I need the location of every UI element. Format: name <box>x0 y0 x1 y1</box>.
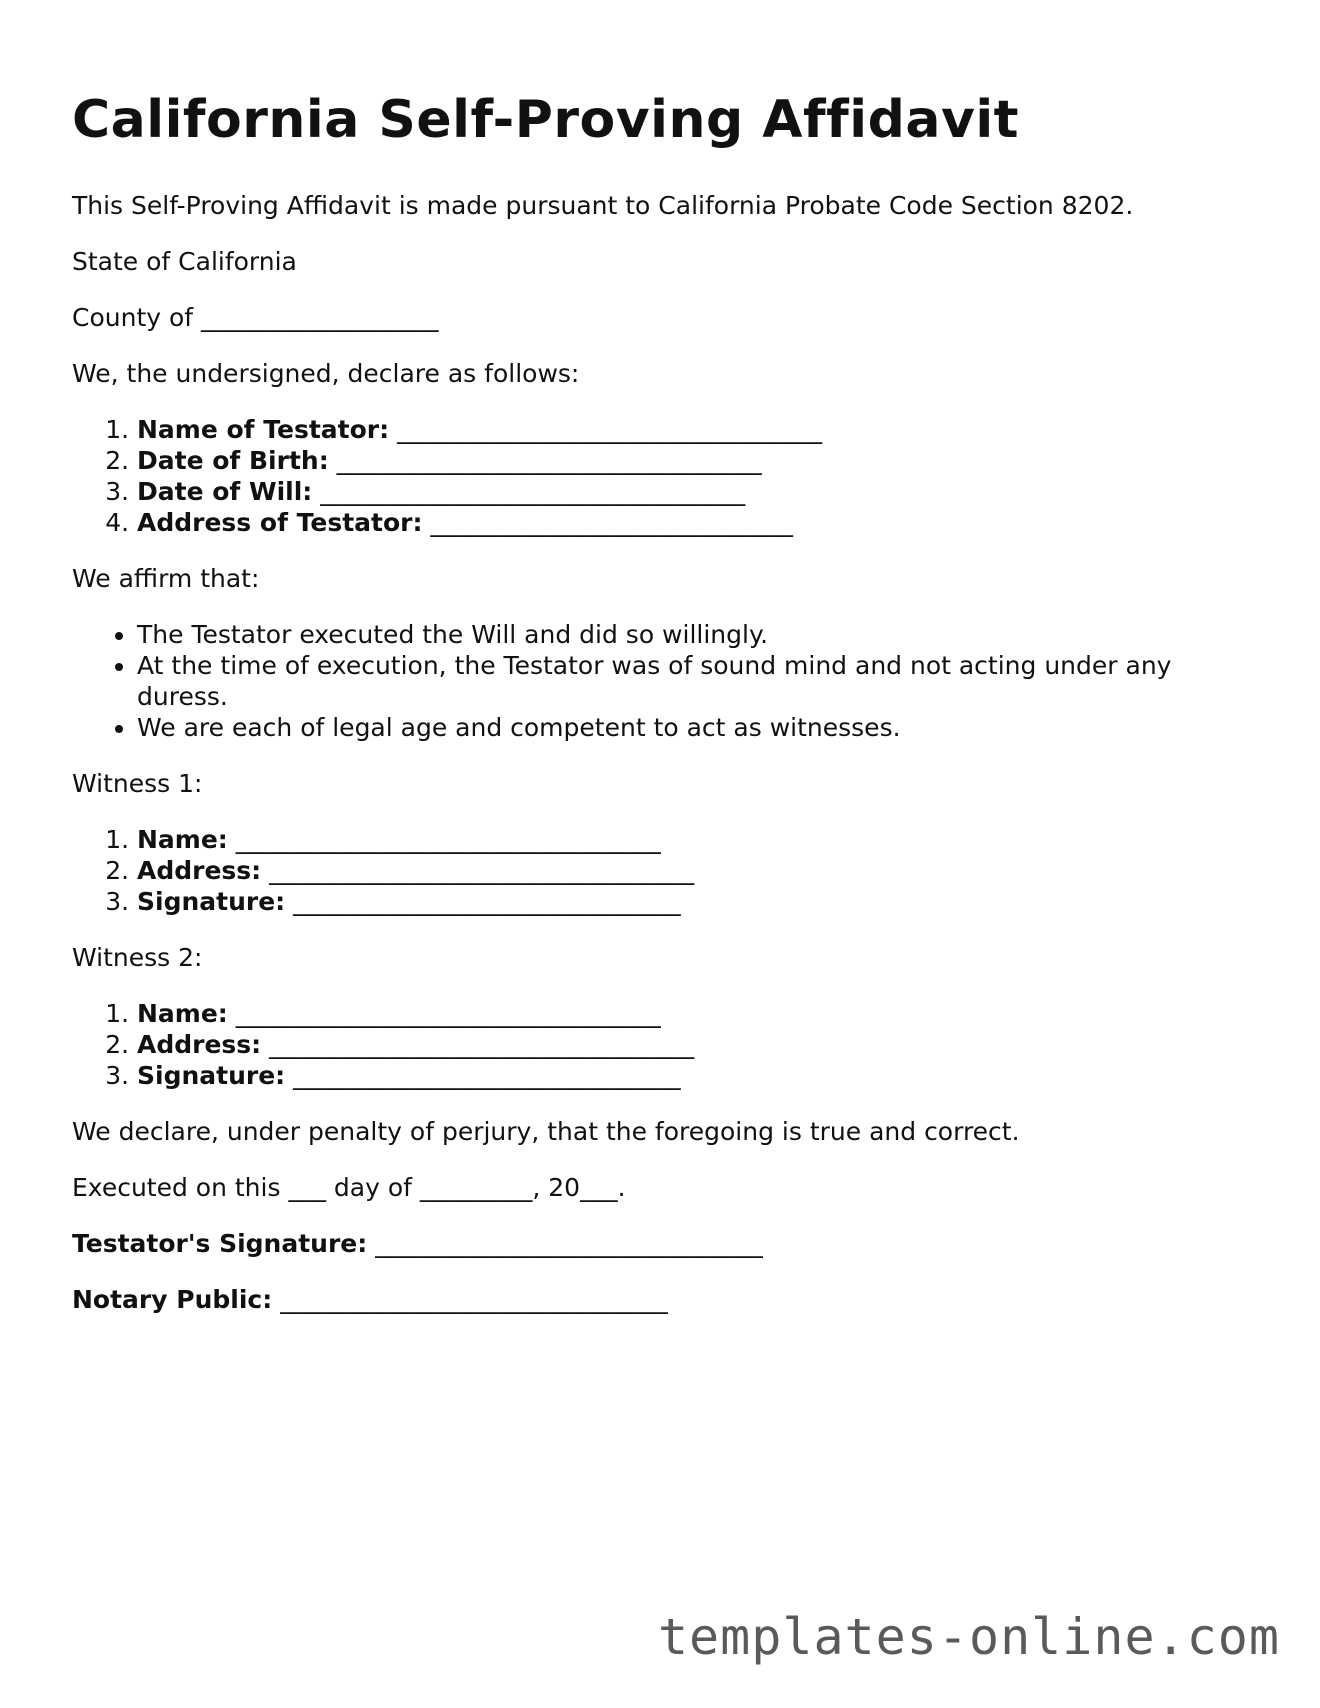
county-line: County of ___________________ <box>72 303 439 332</box>
list-item: • The Testator executed the Will and did so willingly. <box>137 619 1252 650</box>
field-label: Testator's Signature: <box>72 1229 368 1258</box>
document-title: California Self-Proving Affidavit <box>72 90 1020 150</box>
testator-signature-line <box>72 1228 1252 1259</box>
executed-line: Executed on this ___ day of _________, 20___. <box>72 1173 626 1202</box>
blank-line: _______________________________ <box>293 1061 681 1090</box>
affirm-intro: We affirm that: <box>72 564 260 593</box>
field-label: Name: <box>137 825 228 854</box>
field-label: Notary Public: <box>72 1285 273 1314</box>
blank-line: __________________________________ <box>397 415 823 444</box>
list-item <box>137 476 1252 507</box>
blank-line: _______________________________ <box>375 1229 763 1258</box>
field-label: Date of Birth: <box>137 446 329 475</box>
blank-line: __________________________________ <box>235 825 661 854</box>
state-line: State of California <box>72 247 297 276</box>
declare-intro: We, the undersigned, declare as follows: <box>72 359 580 388</box>
blank-line: _______________________________ <box>293 887 681 916</box>
blank-line: __________________________________ <box>235 999 661 1028</box>
affirmations-list <box>72 619 1252 743</box>
list-item <box>137 414 1252 445</box>
field-label: Signature: <box>137 1061 286 1090</box>
list-item <box>137 886 1252 917</box>
watermark-text: templates-online.com <box>657 1608 1280 1666</box>
testator-fields-list <box>72 414 1252 538</box>
list-item <box>137 507 1252 538</box>
list-item <box>137 998 1252 1029</box>
blank-line: _____________________________ <box>430 508 793 537</box>
field-label: Signature: <box>137 887 286 916</box>
blank-line: _______________________________ <box>280 1285 668 1314</box>
field-label: Address: <box>137 856 262 885</box>
intro-paragraph: This Self-Proving Affidavit is made pursuant to California Probate Code Section 8202. <box>72 191 1134 220</box>
field-label: Date of Will: <box>137 477 313 506</box>
list-item <box>137 1029 1252 1060</box>
field-label: Name: <box>137 999 228 1028</box>
witness-1-heading: Witness 1: <box>72 769 203 798</box>
field-label: Name of Testator: <box>137 415 390 444</box>
perjury-statement: We declare, under penalty of perjury, that the foregoing is true and correct. <box>72 1117 1020 1146</box>
field-label: Address of Testator: <box>137 508 423 537</box>
blank-line: __________________________________ <box>320 477 746 506</box>
list-item <box>137 445 1252 476</box>
list-item: • We are each of legal age and competent to act as witnesses. <box>137 712 1252 743</box>
blank-line: __________________________________ <box>269 856 695 885</box>
document-page <box>72 88 1252 1340</box>
witness-2-heading: Witness 2: <box>72 943 203 972</box>
notary-line <box>72 1284 1252 1315</box>
list-item: • At the time of execution, the Testator was of sound mind and not acting under any duress. <box>137 650 1252 712</box>
field-label: Address: <box>137 1030 262 1059</box>
list-item <box>137 824 1252 855</box>
witness-1-fields-list <box>72 824 1252 917</box>
blank-line: __________________________________ <box>269 1030 695 1059</box>
list-item <box>137 1060 1252 1091</box>
witness-2-fields-list <box>72 998 1252 1091</box>
blank-line: __________________________________ <box>336 446 762 475</box>
list-item <box>137 855 1252 886</box>
